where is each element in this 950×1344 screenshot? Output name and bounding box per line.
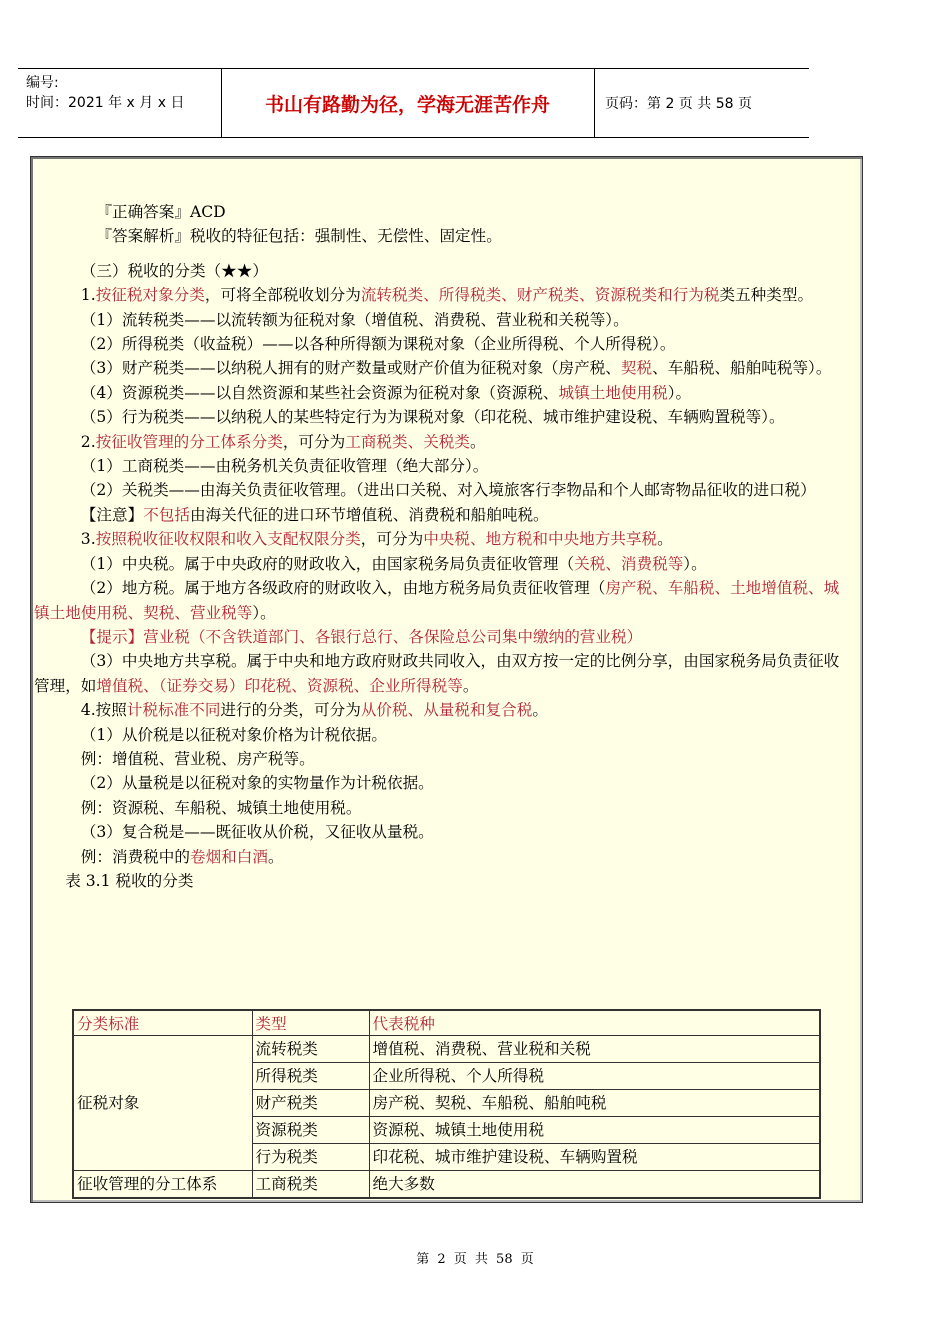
analysis-line: 『答案解析』税收的特征包括：强制性、无偿性、固定性。 [96, 227, 502, 246]
table-header-cell: 分类标准 [73, 1010, 252, 1036]
paragraph-4: 4.按照计税标准不同进行的分类，可分为从价税、从量税和复合税。 [80, 701, 548, 720]
table-caption: 表 3.1 税收的分类 [65, 871, 194, 890]
note-line: 【注意】不包括由海关代征的进口环节增值税、消费税和船舶吨税。 [80, 505, 549, 524]
paragraph-2-2: （2）关税类——由海关负责征收管理。（进出口关税、对入境旅客行李物品和个人邮寄物品征收的进口税） [80, 481, 816, 500]
section-title: （三）税收的分类（★★） [80, 261, 268, 280]
number-label: 编号: [26, 75, 59, 91]
paragraph-4-3: （3）复合税是——既征收从价税，又征收从量税。 [80, 823, 434, 842]
table-cell: 所得税类 [252, 1063, 369, 1090]
table-cell: 绝大多数 [369, 1171, 820, 1199]
paragraph-1-4: （4）资源税类——以自然资源和某些社会资源为征税对象（资源税、城镇土地使用税）。 [80, 383, 692, 402]
paragraph-4-2-example: 例：资源税、车船税、城镇土地使用税。 [80, 798, 362, 817]
paragraph-1-2: （2）所得税类（收益税）——以各种所得额为课税对象（企业所得税、个人所得税）。 [80, 335, 676, 354]
table-cell: 增值税、消费税、营业税和关税 [369, 1036, 820, 1063]
paragraph-3-3: （3）中央地方共享税。属于中央和地方政府财政共同收入，由双方按一定的比例分享，由国家税务局负责征收管理，如增值税、（证券交易）印花税、资源税、企业所得税等。 [34, 652, 840, 695]
page-header [18, 68, 809, 138]
paragraph-2-1: （1）工商税类——由税务机关负责征收管理（绝大部分）。 [80, 457, 489, 476]
header-divider [594, 69, 595, 137]
header-page-info: 页码：第 2 页 共 58 页 [605, 96, 752, 112]
table-cell: 资源税、城镇土地使用税 [369, 1117, 820, 1144]
paragraph-1-5: （5）行为税类——以纳税人的某些特定行为为课税对象（印花税、城市维护建设税、车辆购置税等）。 [80, 408, 785, 427]
table-header-cell: 类型 [252, 1010, 369, 1036]
tax-classification-table [72, 1009, 821, 1199]
body-text [34, 200, 852, 893]
paragraph-3-2: （2）地方税。属于地方各级政府的财政收入，由地方税务局负责征收管理（房产税、车船税、土地增值税、城镇土地使用税、契税、营业税等）。 [34, 579, 840, 622]
tip-line: 【提示】营业税（不含铁道部门、各银行总行、各保险总公司集中缴纳的营业税） [80, 627, 643, 646]
paragraph-3: 3.按照税收征收权限和收入支配权限分类，可分为中央税、地方税和中央地方共享税。 [80, 530, 673, 549]
table-cell: 资源税类 [252, 1117, 369, 1144]
paragraph-4-2: （2）从量税是以征税对象的实物量作为计税依据。 [80, 774, 434, 793]
table-row [73, 1036, 820, 1063]
table-cell: 工商税类 [252, 1171, 369, 1199]
table-cell: 企业所得税、个人所得税 [369, 1063, 820, 1090]
table-header-cell: 代表税种 [369, 1010, 820, 1036]
table-cell: 征收管理的分工体系 [73, 1171, 252, 1199]
answer-line: 『正确答案』ACD [96, 203, 226, 221]
paragraph-2: 2.按征收管理的分工体系分类，可分为工商税类、关税类。 [80, 432, 486, 451]
table-row [73, 1171, 820, 1199]
table-cell: 流转税类 [252, 1036, 369, 1063]
paragraph-1-3: （3）财产税类——以纳税人拥有的财产数量或财产价值为征税对象（房产税、契税、车船税、船舶吨税等）。 [80, 359, 832, 378]
page-footer: 第 2 页 共 58 页 [416, 1252, 534, 1267]
content-box [30, 156, 863, 1203]
paragraph-4-3-example: 例：消费税中的卷烟和白酒。 [80, 847, 284, 866]
paragraph-4-1: （1）从价税是以征税对象价格为计税依据。 [80, 725, 387, 744]
paragraph-3-1: （1）中央税。属于中央政府的财政收入，由国家税务局负责征收管理（关税、消费税等）。 [80, 554, 707, 573]
time-label: 时间：2021 年 x 月 x 日 [26, 95, 185, 111]
paragraph-1: 1.按征税对象分类，可将全部税收划分为流转税类、所得税类、财产税类、资源税类和行为税类五种类型。 [80, 286, 814, 305]
table-cell: 房产税、契税、车船税、船舶吨税 [369, 1090, 820, 1117]
paragraph-1-1: （1）流转税类——以流转额为征税对象（增值税、消费税、营业税和关税等）。 [80, 310, 629, 329]
table-header-row [73, 1010, 820, 1036]
table-group-cell: 征税对象 [73, 1036, 252, 1171]
header-meta [26, 73, 184, 113]
header-motto: 书山有路勤为径，学海无涯苦作舟 [264, 93, 550, 116]
table-cell: 行为税类 [252, 1144, 369, 1171]
table-cell: 财产税类 [252, 1090, 369, 1117]
table-cell: 印花税、城市维护建设税、车辆购置税 [369, 1144, 820, 1171]
paragraph-4-1-example: 例：增值税、营业税、房产税等。 [80, 749, 315, 768]
